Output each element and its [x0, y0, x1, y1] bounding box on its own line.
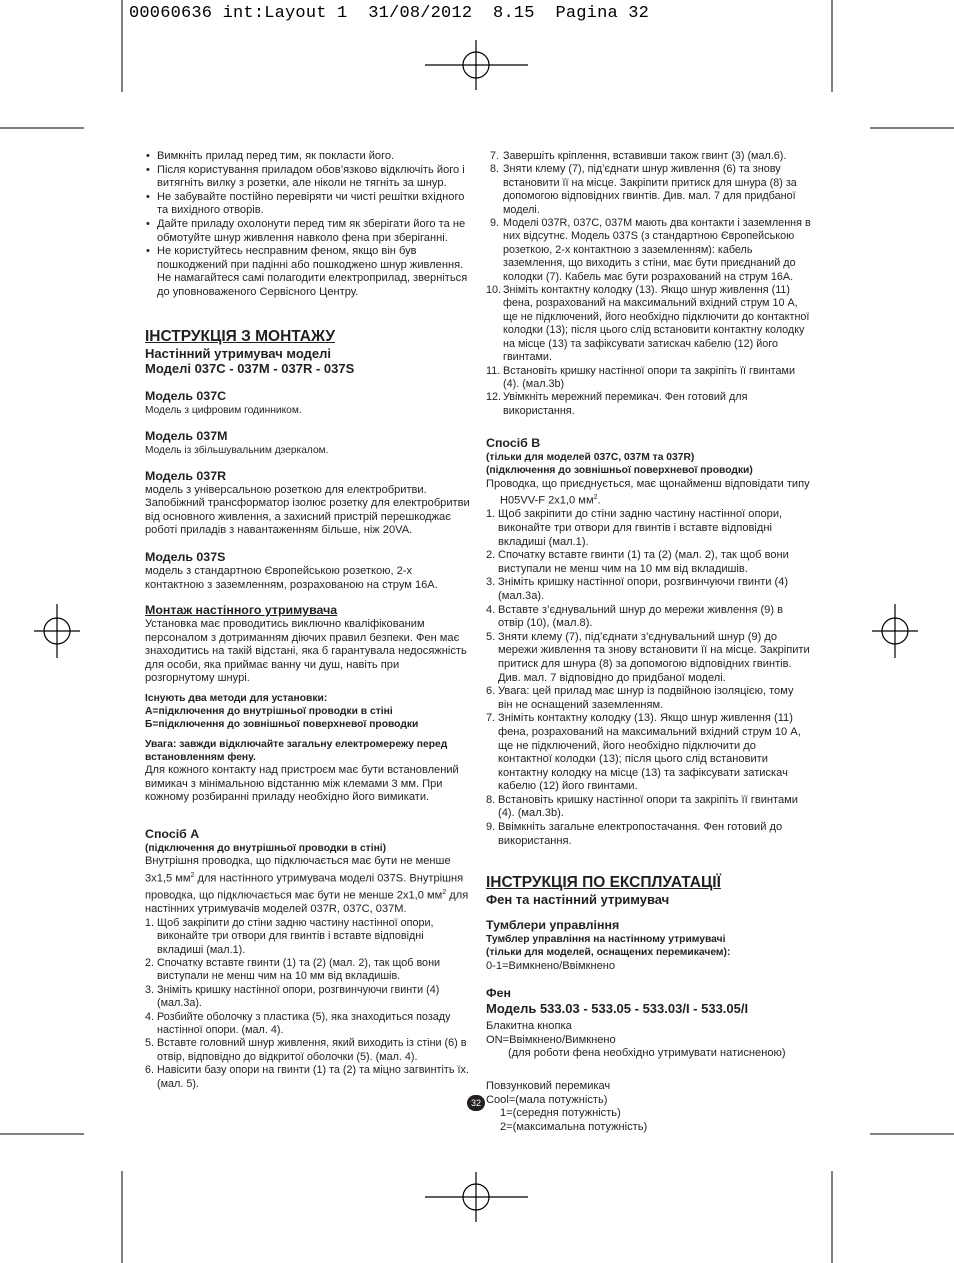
slider-2: 2=(максимальна потужність): [500, 1120, 648, 1133]
model-037m-title: Модель 037M: [145, 428, 228, 443]
method-b-steps: [486, 508, 811, 848]
list-item: • Не користуйтесь несправним феном, якщо він був пошкоджений при падінні або пошкоджено шнур живлення. Не намагайтеся самі полагодити електроприлад, зверніться до уповноваженого Сервісного Центру.: [145, 245, 470, 299]
method-a-steps-continued: [486, 150, 811, 418]
blue-button-note: (для роботи фена необхідно утримувати натисненою): [508, 1047, 786, 1060]
method-b-intro: Проводка, що приєднується, має щонайменш відповідати типу H05VV-F 2x1,0 $мм^2$.: [486, 477, 810, 507]
switches-subtitle: Тумблер управління на настінному утримувачі: [486, 934, 726, 946]
list-item: 4. Вставте з’єднувальний шнур до мережи живлення (9) в отвір (10), (мал.8).: [486, 603, 783, 630]
list-item: 4. Розбийте оболочку з пластика (5), яка знаходиться позаду настінної опори. (мал. 4).: [145, 1010, 451, 1037]
method-b-subtitle: (підключення до зовнішньої поверхневої проводки): [486, 465, 753, 477]
safety-bullets: [145, 150, 470, 300]
list-item: 1. Щоб закріпити до стіни задню частину настінної опори, виконайте три отвори для гвинтів і вставте відповідні вкладиші (мал.1).: [486, 508, 783, 548]
method-a-title: Спосіб А: [145, 826, 200, 841]
slider-switch-label: Повзунковий перемикач: [486, 1080, 611, 1093]
install-models: Моделі 037C - 037M - 037R - 037S: [145, 360, 355, 376]
switches-title: Тумблери управління: [486, 918, 620, 933]
model-037s-title: Модель 037S: [145, 549, 226, 564]
list-item: • Після користування приладом обов’язково відключіть його і витягніть вилку з розетки, але ніколи не тягніть за шнур.: [145, 164, 470, 191]
mount-text: Установка має проводитись виключно кваліфікованим персоналом з дотриманням діючих правил безпеки. Фен має знаходитись на такій відстані, яка б гарантувала недосяжність для особи, яка приймає ванну чи душ, навіть при розгорнутому шнурі.: [145, 618, 467, 685]
model-037s-text: модель з стандартною Європейською розеткою, 2-х контактною з заземленням, розрахованою на струм 16А.: [145, 564, 438, 591]
fen-models: Модель 533.03 - 533.05 - 533.03/I - 533.05/I: [486, 1001, 749, 1017]
model-037r-title: Модель 037R: [145, 468, 227, 483]
list-item: 10. Зніміть контактну колодку (13). Якщо шнур живлення (11) фена, розрахований на максимальний вхідний струм 10 А, ще не підключений, його необхідно підключити до контактної колодки (13); після цього слід встановити контактну колодку на місце (13) та зафіксувати затискач кабелю (12) його гвинтами.: [486, 284, 810, 364]
blue-button-label: Блакитна кнопка: [486, 1020, 572, 1033]
warning-text: Увага: завжди відключайте загальну електромережу перед встановленням фену.: [145, 738, 448, 763]
list-item: 7. Зніміть контактну колодку (13). Якщо шнур живлення (11) фена, розрахований на максимальний вхідний струм 10 А, ще не підключений, його необхідно підключити до контактної колодки (13); після цього слід встановити контактну колодку на місце (13) та зафіксувати затискач кабелю (12) його гвинтами.: [486, 712, 801, 793]
list-item: 2. Спочатку вставте гвинти (1) та (2) (мал. 2), так щоб вони виступали не менш чим на 10 мм від вкладишів.: [145, 957, 441, 983]
left-column: [145, 150, 470, 1091]
list-item: 8. Зняти клему (7), під’єднати шнур живлення (6) та знову встановити її на місце. Закріпити притиск для шнура (8) за допомогою відповідних гвинтів. Див. мал. 7 для придбаної моделі.: [490, 163, 797, 216]
fen-title: Фен: [486, 986, 511, 1001]
list-item: 11. Встановіть кришку настінної опори та закріпіть її гвинтами (4). (мал.3b): [486, 364, 795, 390]
registration-mark-bottom: [425, 1172, 528, 1222]
list-item: 2. Спочатку вставте гвинти (1) та (2) (мал. 2), так щоб вони виступали не менш чим на 10 мм від вкладишів.: [486, 549, 789, 575]
list-item: 6. Навісити базу опори на гвинти (1) та (2) та міцно загвинтіть їх. (мал. 5).: [145, 1064, 469, 1090]
page-number-badge: 32: [467, 1095, 485, 1111]
operation-title: ІНСТРУКЦІЯ ПО ЕКСПЛУАТАЦІЇ: [486, 874, 721, 892]
registration-mark-left: [34, 604, 80, 658]
right-column: [486, 150, 811, 1134]
methods-heading: Існують два методи для установки:: [145, 693, 328, 705]
mount-title: Монтаж настінного утримувача: [145, 603, 338, 618]
list-item: 5. Вставте головний шнур живлення, який виходить із стіни (6) в отвір, відповідно до відкритої оболочки (5). (мал. 4).: [145, 1037, 467, 1063]
method-b-title: Спосіб В: [486, 436, 541, 451]
model-037c-title: Модель 037C: [145, 388, 227, 403]
list-item: 6. Увага: цей прилад має шнур із подвійною ізоляцією, тому він не оснащений заземленням.: [486, 685, 794, 711]
list-item: 3. Зніміть кришку настінної опори, розгвинчуючи гвинти (4) (мал.3а).: [145, 983, 440, 1010]
list-item: 3. Зніміть кришку настінної опори, розгвинчуючи гвинти (4) (мал.3а).: [486, 576, 789, 602]
slider-1: 1=(середня потужність): [500, 1107, 621, 1120]
switches-note: (тільки для моделей, оснащених перемикачем):: [486, 947, 731, 959]
list-item: 8. Встановіть кришку настінної опори та закріпіть її гвинтами (4). (мал.3b).: [486, 793, 798, 820]
method-b-line: Б=підключення до зовнішньої поверхневої проводки: [145, 719, 419, 731]
list-item: 1. Щоб закріпити до стіни задню частину настінної опори, виконайте три отвори для гвинтів і вставте відповідні вкладиші (мал.1).: [145, 916, 434, 956]
method-b-models: (тільки для моделей 037C, 037M та 037R): [486, 452, 695, 464]
switches-text: 0-1=Вимкнено/Ввімкнено: [486, 959, 616, 972]
list-item: 9. Моделі 037R, 037C, 037M мають два контакти і заземлення в них відсутнє. Модель 037S (з стандартною Європейською розеткою, 2-х контактною з заземленням): кабель заземлення, що виходить з стіни, має бути приєднаний до колодки (7). Кабель має бути розрахований на струм 16А.: [490, 217, 811, 283]
print-header: 00060636 int:Layout 1 31/08/2012 8.15 Pagina 32: [129, 4, 650, 23]
list-item: 9. Ввімкніть загальне електропостачання. Фен готовий до використання.: [486, 821, 783, 847]
list-item: • Вимкніть прилад перед тим, як покласти його.: [145, 150, 470, 164]
slider-cool: Cool=(мала потужність): [486, 1093, 608, 1106]
list-item: • Дайте приладу охолонути перед тим як зберігати його та не обмотуйте шнур живлення навколо фена при зберіганні.: [145, 218, 470, 245]
blue-button-on: ON=Ввімкнено/Вимкнено: [486, 1033, 616, 1046]
model-037m-text: Модель із збільшувальним дзеркалом.: [145, 444, 329, 456]
method-a-intro: Внутрішня проводка, що підключається має бути не менше 3х1,5 $мм^2$ для настінного утримувача моделі 037S. Внутрішня проводка, що підключається має бути не менше 2х1,0 $мм^2$ для настінних утримувачів моделей 037R, 037C, 037M.: [145, 855, 469, 916]
method-a-subtitle: (підключення до внутрішньої проводки в стіні): [145, 842, 387, 854]
registration-mark-top: [425, 40, 528, 90]
method-a-line: А=підключення до внутрішньої проводки в стіні: [145, 706, 393, 718]
contact-text: Для кожного контакту над пристроєм має бути встановлений вимикач з мінімальною відстанню між клемами 3 мм. При кожному розбиранні приладу необхідно його вимикати.: [145, 764, 459, 804]
list-item: 5. Зняти клему (7), під’єднати з’єднувальний шнур (9) до мережи живлення та знову встановити її на місце. Закріпити притиск для шнура (8) за допомогою відповідних гвинтів. Див. мал. 7 відповідно до придбаної моделі.: [486, 630, 810, 684]
model-037r-text: модель з універсальною розеткою для електробритви. Запобіжний трансформатор ізолює розетку для електробритви від основного живлення, а захисний пристрій перешкоджає роботі приладів з навантаженням більше, ніж 20VA.: [145, 483, 470, 537]
install-subtitle: Настінний утримувач моделі: [145, 345, 331, 361]
operation-subtitle: Фен та настінний утримувач: [486, 892, 670, 908]
list-item: 12. Увімкніть мережний перемикач. Фен готовий для використання.: [486, 391, 748, 417]
list-item: 7. Завершіть кріплення, вставивши також гвинт (3) (мал.6).: [490, 150, 787, 162]
install-title: ІНСТРУКЦІЯ З МОНТАЖУ: [145, 327, 335, 345]
registration-mark-right: [872, 604, 918, 658]
method-a-steps: [145, 917, 470, 1091]
model-037c-text: Модель з цифровим годинником.: [145, 404, 302, 416]
list-item: • Не забувайте постійно перевіряти чи чисті решітки вхідного та вихідного отворів.: [145, 191, 470, 218]
